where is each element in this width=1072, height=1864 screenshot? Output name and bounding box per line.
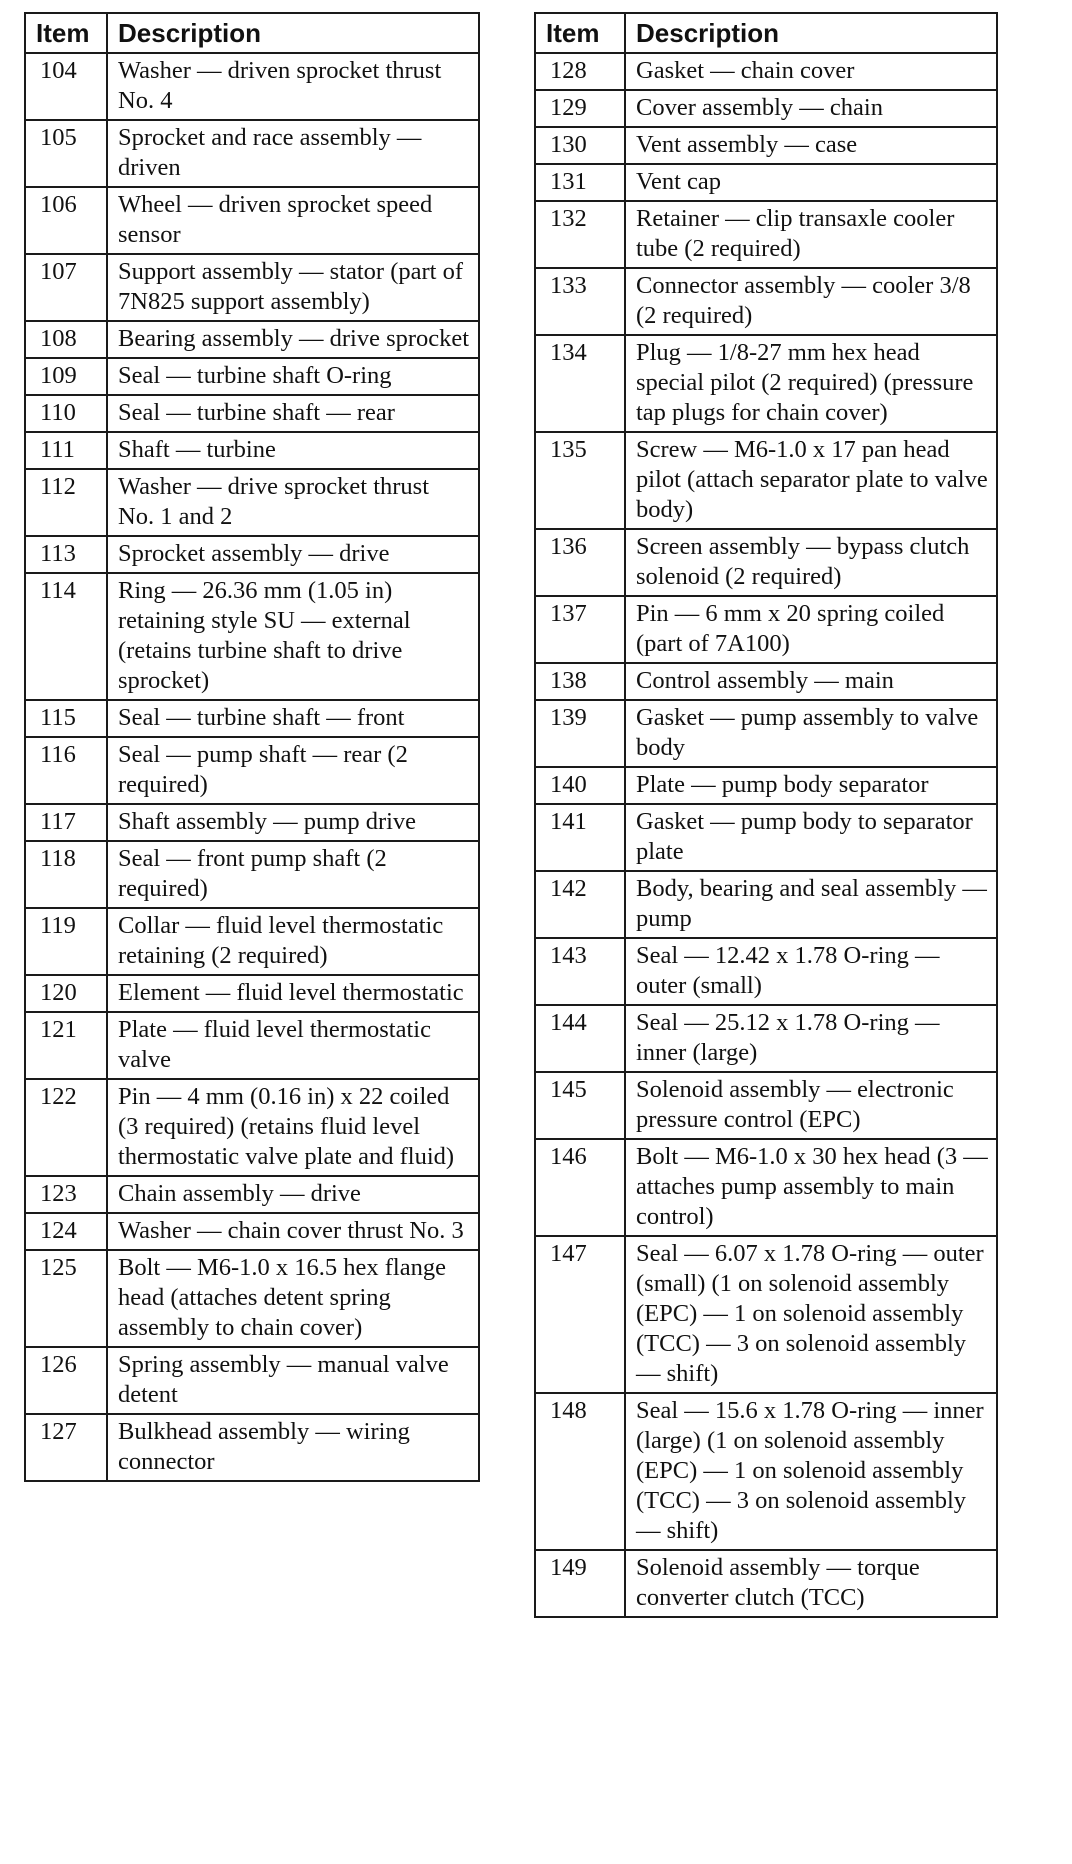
table-row	[25, 321, 479, 358]
item-number: 109	[25, 358, 107, 395]
item-description: Solenoid assembly — electronic pressure control (EPC)	[625, 1072, 997, 1139]
item-number: 134	[535, 335, 625, 432]
item-number: 145	[535, 1072, 625, 1139]
table-row	[535, 1005, 997, 1072]
table-row	[535, 335, 997, 432]
item-number: 138	[535, 663, 625, 700]
table-row	[535, 53, 997, 90]
item-number: 142	[535, 871, 625, 938]
item-description: Plate — fluid level thermostatic valve	[107, 1012, 479, 1079]
item-number: 143	[535, 938, 625, 1005]
item-description: Shaft assembly — pump drive	[107, 804, 479, 841]
item-description: Washer — drive sprocket thrust No. 1 and 2	[107, 469, 479, 536]
item-number: 132	[535, 201, 625, 268]
item-number: 119	[25, 908, 107, 975]
item-number: 149	[535, 1550, 625, 1617]
table-row	[535, 663, 997, 700]
item-number: 120	[25, 975, 107, 1012]
table-row	[535, 432, 997, 529]
description-column-header: Description	[625, 13, 997, 53]
item-number: 148	[535, 1393, 625, 1550]
header-row	[535, 13, 997, 53]
item-description: Washer — chain cover thrust No. 3	[107, 1213, 479, 1250]
item-description: Bulkhead assembly — wiring connector	[107, 1414, 479, 1481]
item-description: Seal — 15.6 x 1.78 O-ring — inner (large) (1 on solenoid assembly (EPC) — 1 on solenoid assembly (TCC) — 3 on solenoid assembly — shift)	[625, 1393, 997, 1550]
item-number: 146	[535, 1139, 625, 1236]
item-description: Screw — M6-1.0 x 17 pan head pilot (attach separator plate to valve body)	[625, 432, 997, 529]
item-number: 144	[535, 1005, 625, 1072]
item-number: 133	[535, 268, 625, 335]
table-row	[535, 700, 997, 767]
item-description: Seal — turbine shaft — rear	[107, 395, 479, 432]
table-row	[535, 268, 997, 335]
item-description: Shaft — turbine	[107, 432, 479, 469]
item-number: 112	[25, 469, 107, 536]
table-row	[25, 469, 479, 536]
table-row	[25, 573, 479, 700]
item-number: 104	[25, 53, 107, 120]
item-description: Screen assembly — bypass clutch solenoid (2 required)	[625, 529, 997, 596]
item-description: Wheel — driven sprocket speed sensor	[107, 187, 479, 254]
item-number: 123	[25, 1176, 107, 1213]
item-description: Seal — turbine shaft — front	[107, 700, 479, 737]
table-row	[535, 201, 997, 268]
item-description: Gasket — pump body to separator plate	[625, 804, 997, 871]
item-number: 129	[535, 90, 625, 127]
item-number: 137	[535, 596, 625, 663]
parts-table-right	[534, 12, 998, 1618]
item-number: 116	[25, 737, 107, 804]
table-row	[25, 1079, 479, 1176]
item-number: 121	[25, 1012, 107, 1079]
item-number: 136	[535, 529, 625, 596]
item-column-header: Item	[25, 13, 107, 53]
table-row	[25, 1176, 479, 1213]
item-description: Gasket — pump assembly to valve body	[625, 700, 997, 767]
item-description: Collar — fluid level thermostatic retaining (2 required)	[107, 908, 479, 975]
table-row	[25, 1414, 479, 1481]
item-description: Pin — 6 mm x 20 spring coiled (part of 7A100)	[625, 596, 997, 663]
item-description: Vent assembly — case	[625, 127, 997, 164]
table-row	[25, 536, 479, 573]
item-number: 128	[535, 53, 625, 90]
item-description: Element — fluid level thermostatic	[107, 975, 479, 1012]
item-number: 140	[535, 767, 625, 804]
item-description: Control assembly — main	[625, 663, 997, 700]
item-description: Connector assembly — cooler 3/8 (2 required)	[625, 268, 997, 335]
item-number: 139	[535, 700, 625, 767]
parts-table-left	[24, 12, 480, 1482]
item-number: 141	[535, 804, 625, 871]
table-row	[535, 127, 997, 164]
item-description: Seal — 25.12 x 1.78 O-ring — inner (large)	[625, 1005, 997, 1072]
header-row	[25, 13, 479, 53]
item-number: 105	[25, 120, 107, 187]
item-number: 107	[25, 254, 107, 321]
item-number: 126	[25, 1347, 107, 1414]
item-description: Ring — 26.36 mm (1.05 in) retaining style SU — external (retains turbine shaft to drive sprocket)	[107, 573, 479, 700]
item-number: 114	[25, 573, 107, 700]
item-description: Bolt — M6-1.0 x 16.5 hex flange head (attaches detent spring assembly to chain cover)	[107, 1250, 479, 1347]
item-description: Spring assembly — manual valve detent	[107, 1347, 479, 1414]
item-description: Retainer — clip transaxle cooler tube (2 required)	[625, 201, 997, 268]
table-row	[25, 1012, 479, 1079]
table-row	[535, 529, 997, 596]
table-row	[535, 804, 997, 871]
item-description: Sprocket and race assembly — driven	[107, 120, 479, 187]
item-number: 127	[25, 1414, 107, 1481]
table-row	[25, 432, 479, 469]
item-number: 117	[25, 804, 107, 841]
item-description: Body, bearing and seal assembly — pump	[625, 871, 997, 938]
item-description: Sprocket assembly — drive	[107, 536, 479, 573]
item-description: Chain assembly — drive	[107, 1176, 479, 1213]
table-row	[25, 395, 479, 432]
table-row	[535, 1393, 997, 1550]
table-row	[25, 804, 479, 841]
table-row	[25, 254, 479, 321]
item-column-header: Item	[535, 13, 625, 53]
table-row	[535, 164, 997, 201]
table-row	[25, 120, 479, 187]
item-description: Seal — turbine shaft O-ring	[107, 358, 479, 395]
item-description: Pin — 4 mm (0.16 in) x 22 coiled (3 required) (retains fluid level thermostatic valve plate and fluid)	[107, 1079, 479, 1176]
table-row	[25, 187, 479, 254]
table-row	[535, 871, 997, 938]
item-description: Vent cap	[625, 164, 997, 201]
item-number: 125	[25, 1250, 107, 1347]
item-description: Gasket — chain cover	[625, 53, 997, 90]
item-number: 122	[25, 1079, 107, 1176]
item-number: 147	[535, 1236, 625, 1393]
item-description: Plug — 1/8-27 mm hex head special pilot (2 required) (pressure tap plugs for chain cover)	[625, 335, 997, 432]
table-row	[25, 1213, 479, 1250]
item-number: 106	[25, 187, 107, 254]
item-number: 108	[25, 321, 107, 358]
table-row	[535, 1550, 997, 1617]
item-number: 130	[535, 127, 625, 164]
item-description: Seal — pump shaft — rear (2 required)	[107, 737, 479, 804]
item-number: 113	[25, 536, 107, 573]
item-description: Washer — driven sprocket thrust No. 4	[107, 53, 479, 120]
table-row	[25, 908, 479, 975]
table-row	[25, 737, 479, 804]
description-column-header: Description	[107, 13, 479, 53]
item-number: 115	[25, 700, 107, 737]
item-number: 118	[25, 841, 107, 908]
item-description: Seal — 6.07 x 1.78 O-ring — outer (small) (1 on solenoid assembly (EPC) — 1 on solenoid assembly (TCC) — 3 on solenoid assembly — shift)	[625, 1236, 997, 1393]
item-description: Seal — 12.42 x 1.78 O-ring — outer (small)	[625, 938, 997, 1005]
table-row	[25, 975, 479, 1012]
table-row	[25, 1347, 479, 1414]
item-number: 135	[535, 432, 625, 529]
table-row	[535, 1236, 997, 1393]
table-row	[535, 1072, 997, 1139]
table-row	[25, 53, 479, 120]
item-description: Seal — front pump shaft (2 required)	[107, 841, 479, 908]
table-row	[535, 767, 997, 804]
item-number: 110	[25, 395, 107, 432]
item-number: 124	[25, 1213, 107, 1250]
item-description: Cover assembly — chain	[625, 90, 997, 127]
table-row	[25, 700, 479, 737]
table-row	[535, 938, 997, 1005]
item-description: Bolt — M6-1.0 x 30 hex head (3 — attaches pump assembly to main control)	[625, 1139, 997, 1236]
item-description: Solenoid assembly — torque converter clutch (TCC)	[625, 1550, 997, 1617]
table-row	[25, 358, 479, 395]
item-description: Bearing assembly — drive sprocket	[107, 321, 479, 358]
item-number: 111	[25, 432, 107, 469]
table-row	[25, 841, 479, 908]
item-description: Plate — pump body separator	[625, 767, 997, 804]
item-number: 131	[535, 164, 625, 201]
table-row	[535, 1139, 997, 1236]
table-row	[25, 1250, 479, 1347]
item-description: Support assembly — stator (part of 7N825 support assembly)	[107, 254, 479, 321]
table-row	[535, 90, 997, 127]
table-row	[535, 596, 997, 663]
